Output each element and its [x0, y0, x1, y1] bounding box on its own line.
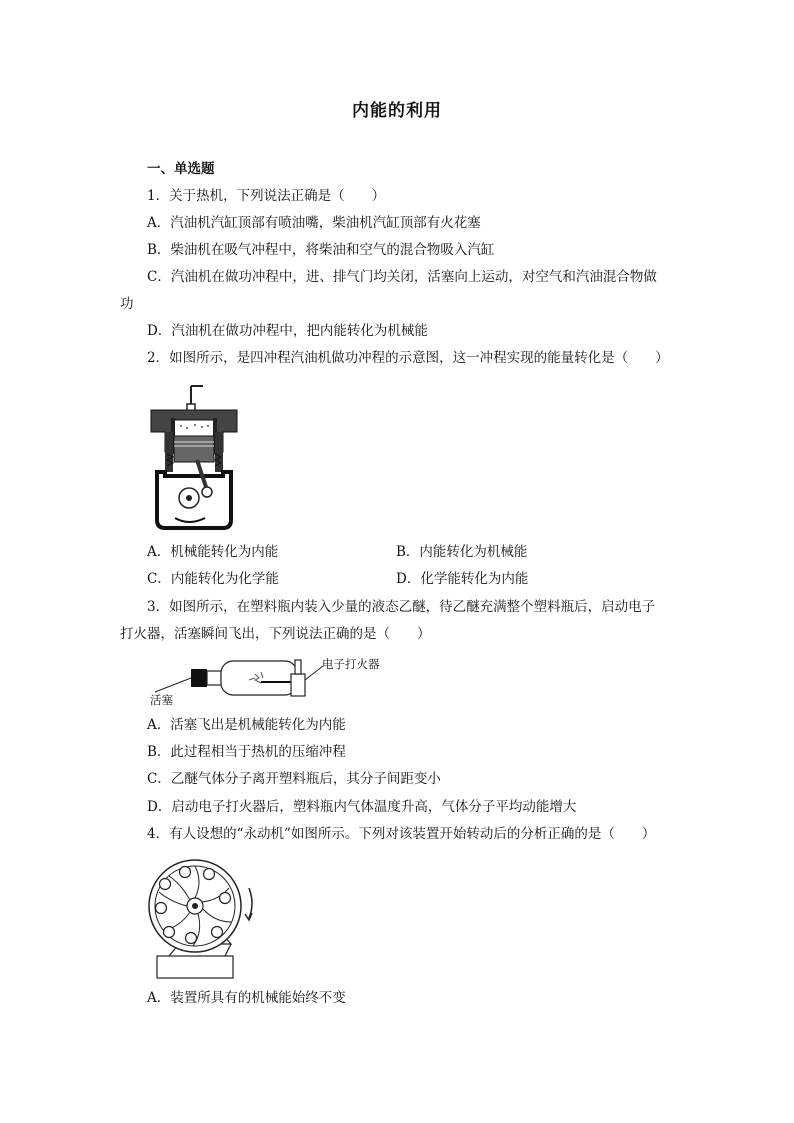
- engine-diagram: [145, 380, 245, 532]
- q3-option-d: D．启动电子打火器后，塑料瓶内气体温度升高，气体分子平均动能增大: [147, 799, 577, 815]
- perpetual-motion-wheel-diagram: [145, 852, 270, 982]
- q4-stem: 4．有人设想的“永动机”如图所示。下列对该装置开始转动后的分析正确的是（ ）: [147, 826, 656, 842]
- q3-option-b: B．此过程相当于热机的压缩冲程: [147, 744, 346, 760]
- q3-option-c: C．乙醚气体分子离开塑料瓶后，其分子间距变小: [147, 771, 441, 787]
- q3-stem: 3．如图所示，在塑料瓶内装入少量的液态乙醚，待乙醚充满整个塑料瓶后，启动电子: [147, 599, 656, 615]
- q2-option-a: A．机械能转化为内能: [147, 544, 279, 560]
- q1-option-b: B．柴油机在吸气冲程中，将柴油和空气的混合物吸入汽缸: [147, 242, 495, 258]
- q3-option-a: A．活塞飞出是机械能转化为内能: [147, 717, 346, 733]
- q1-option-a: A．汽油机汽缸顶部有喷油嘴，柴油机汽缸顶部有火花塞: [147, 215, 481, 231]
- label-igniter: 电子打火器: [322, 657, 380, 671]
- q1-stem: 1．关于热机，下列说法正确是（ ）: [147, 188, 386, 204]
- q2-option-c: C．内能转化为化学能: [147, 571, 279, 587]
- page-title: 内能的利用: [352, 101, 442, 121]
- q4-option-a: A．装置所具有的机械能始终不变: [147, 990, 346, 1006]
- q1-option-c: C．汽油机在做功冲程中，进、排气门均关闭，活塞向上运动，对空气和汽油混合物做: [147, 269, 657, 285]
- q2-stem: 2．如图所示，是四冲程汽油机做功冲程的示意图，这一冲程实现的能量转化是（ ）: [147, 350, 669, 366]
- q1-option-c-wrap: 功: [120, 296, 134, 312]
- label-piston: 活塞: [150, 693, 173, 707]
- q2-option-d: D．化学能转化为内能: [396, 571, 529, 587]
- q3-stem-wrap: 打火器，活塞瞬间飞出，下列说法正确的是（ ）: [120, 626, 431, 642]
- q2-option-b: B．内能转化为机械能: [396, 544, 528, 560]
- q1-option-d: D．汽油机在做功冲程中，把内能转化为机械能: [147, 323, 428, 339]
- section-heading: 一、单选题: [147, 161, 215, 177]
